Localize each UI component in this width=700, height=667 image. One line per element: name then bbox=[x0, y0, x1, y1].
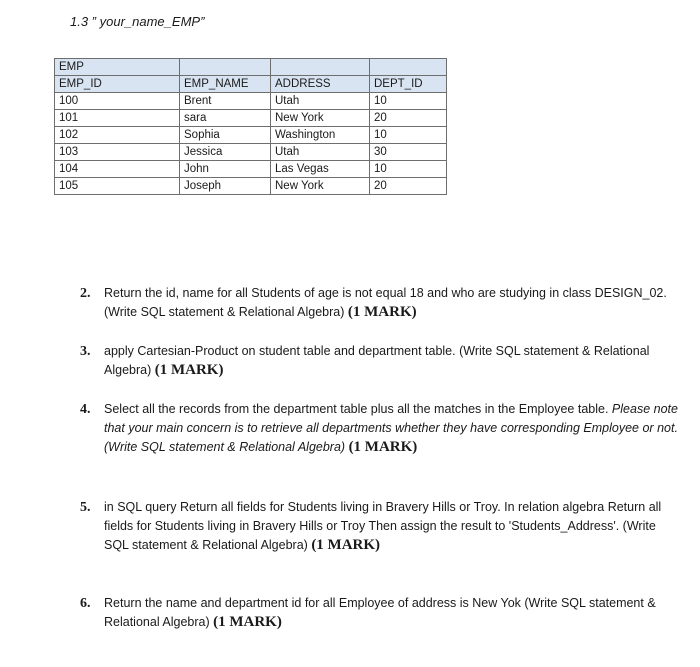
table-row bbox=[55, 110, 447, 127]
question-body: Return the name and department id for all Employee of address is New Yok (Write SQL statement & Relational Algebra) bbox=[104, 596, 656, 629]
table-row bbox=[55, 144, 447, 161]
question-number: 3. bbox=[80, 344, 91, 359]
cell-dept-id: 20 bbox=[370, 178, 447, 195]
table-caption-empty-cell bbox=[370, 59, 447, 76]
cell-emp-id: 102 bbox=[55, 127, 180, 144]
question-2 bbox=[80, 284, 680, 322]
table-row bbox=[55, 127, 447, 144]
table-row bbox=[55, 93, 447, 110]
question-5 bbox=[80, 498, 680, 555]
cell-address: Las Vegas bbox=[271, 161, 370, 178]
question-4 bbox=[80, 400, 680, 457]
emp-table bbox=[54, 58, 447, 195]
cell-emp-name: Joseph bbox=[180, 178, 271, 195]
cell-dept-id: 30 bbox=[370, 144, 447, 161]
question-number: 6. bbox=[80, 596, 91, 611]
table-row bbox=[55, 178, 447, 195]
question-number: 5. bbox=[80, 500, 91, 515]
question-mark: (1 MARK) bbox=[213, 614, 282, 630]
cell-emp-name: John bbox=[180, 161, 271, 178]
question-text bbox=[104, 594, 680, 632]
cell-dept-id: 10 bbox=[370, 127, 447, 144]
cell-dept-id: 20 bbox=[370, 110, 447, 127]
cell-dept-id: 10 bbox=[370, 161, 447, 178]
table-caption-empty-cell bbox=[271, 59, 370, 76]
question-body: Select all the records from the department table plus all the matches in the Employee table. bbox=[104, 402, 609, 416]
cell-address: Utah bbox=[271, 144, 370, 161]
question-note: Please note that your main concern is to retrieve all departments whether they have corresponding Employee or not. (Write SQL statement & Relational Algebra) bbox=[104, 402, 678, 454]
question-body: Return the id, name for all Students of age is not equal 18 and who are studying in class DESIGN_02. (Write SQL statement & Relational Algebra) bbox=[104, 286, 667, 319]
table-caption-row bbox=[55, 59, 447, 76]
question-text bbox=[104, 498, 680, 555]
cell-emp-id: 100 bbox=[55, 93, 180, 110]
column-header-emp-name: EMP_NAME bbox=[180, 76, 271, 93]
cell-emp-id: 105 bbox=[55, 178, 180, 195]
question-mark: (1 MARK) bbox=[311, 537, 381, 553]
question-body: apply Cartesian-Product on student table and department table. (Write SQL statement & Relational Algebra) bbox=[104, 344, 650, 377]
section-heading: 1.3 ” your_name_EMP” bbox=[70, 14, 205, 29]
cell-address: New York bbox=[271, 110, 370, 127]
column-header-dept-id: DEPT_ID bbox=[370, 76, 447, 93]
question-6 bbox=[80, 594, 680, 632]
cell-address: Washington bbox=[271, 127, 370, 144]
column-header-address: ADDRESS bbox=[271, 76, 370, 93]
table-caption-empty-cell bbox=[180, 59, 271, 76]
question-number: 4. bbox=[80, 402, 91, 417]
question-mark: (1 MARK) bbox=[348, 439, 418, 455]
emp-table-container bbox=[54, 58, 447, 195]
question-mark: (1 MARK) bbox=[154, 362, 224, 378]
cell-emp-id: 101 bbox=[55, 110, 180, 127]
question-mark: (1 MARK) bbox=[347, 304, 417, 320]
table-caption: EMP bbox=[55, 59, 180, 76]
cell-emp-name: Brent bbox=[180, 93, 271, 110]
question-number: 2. bbox=[80, 286, 91, 301]
cell-address: New York bbox=[271, 178, 370, 195]
cell-emp-id: 103 bbox=[55, 144, 180, 161]
cell-emp-id: 104 bbox=[55, 161, 180, 178]
table-row bbox=[55, 161, 447, 178]
question-body: in SQL query Return all fields for Students living in Bravery Hills or Troy. In relation algebra Return all fields for Students living in Bravery Hills or Troy Then assign the result to 'Students_Address'. (Write SQL statement & Relational Algebra) bbox=[104, 500, 662, 552]
question-text bbox=[104, 400, 680, 457]
question-text bbox=[104, 284, 680, 322]
cell-emp-name: Jessica bbox=[180, 144, 271, 161]
question-3 bbox=[80, 342, 680, 380]
cell-emp-name: sara bbox=[180, 110, 271, 127]
column-header-emp-id: EMP_ID bbox=[55, 76, 180, 93]
cell-dept-id: 10 bbox=[370, 93, 447, 110]
question-text bbox=[104, 342, 680, 380]
cell-address: Utah bbox=[271, 93, 370, 110]
table-header-row bbox=[55, 76, 447, 93]
cell-emp-name: Sophia bbox=[180, 127, 271, 144]
